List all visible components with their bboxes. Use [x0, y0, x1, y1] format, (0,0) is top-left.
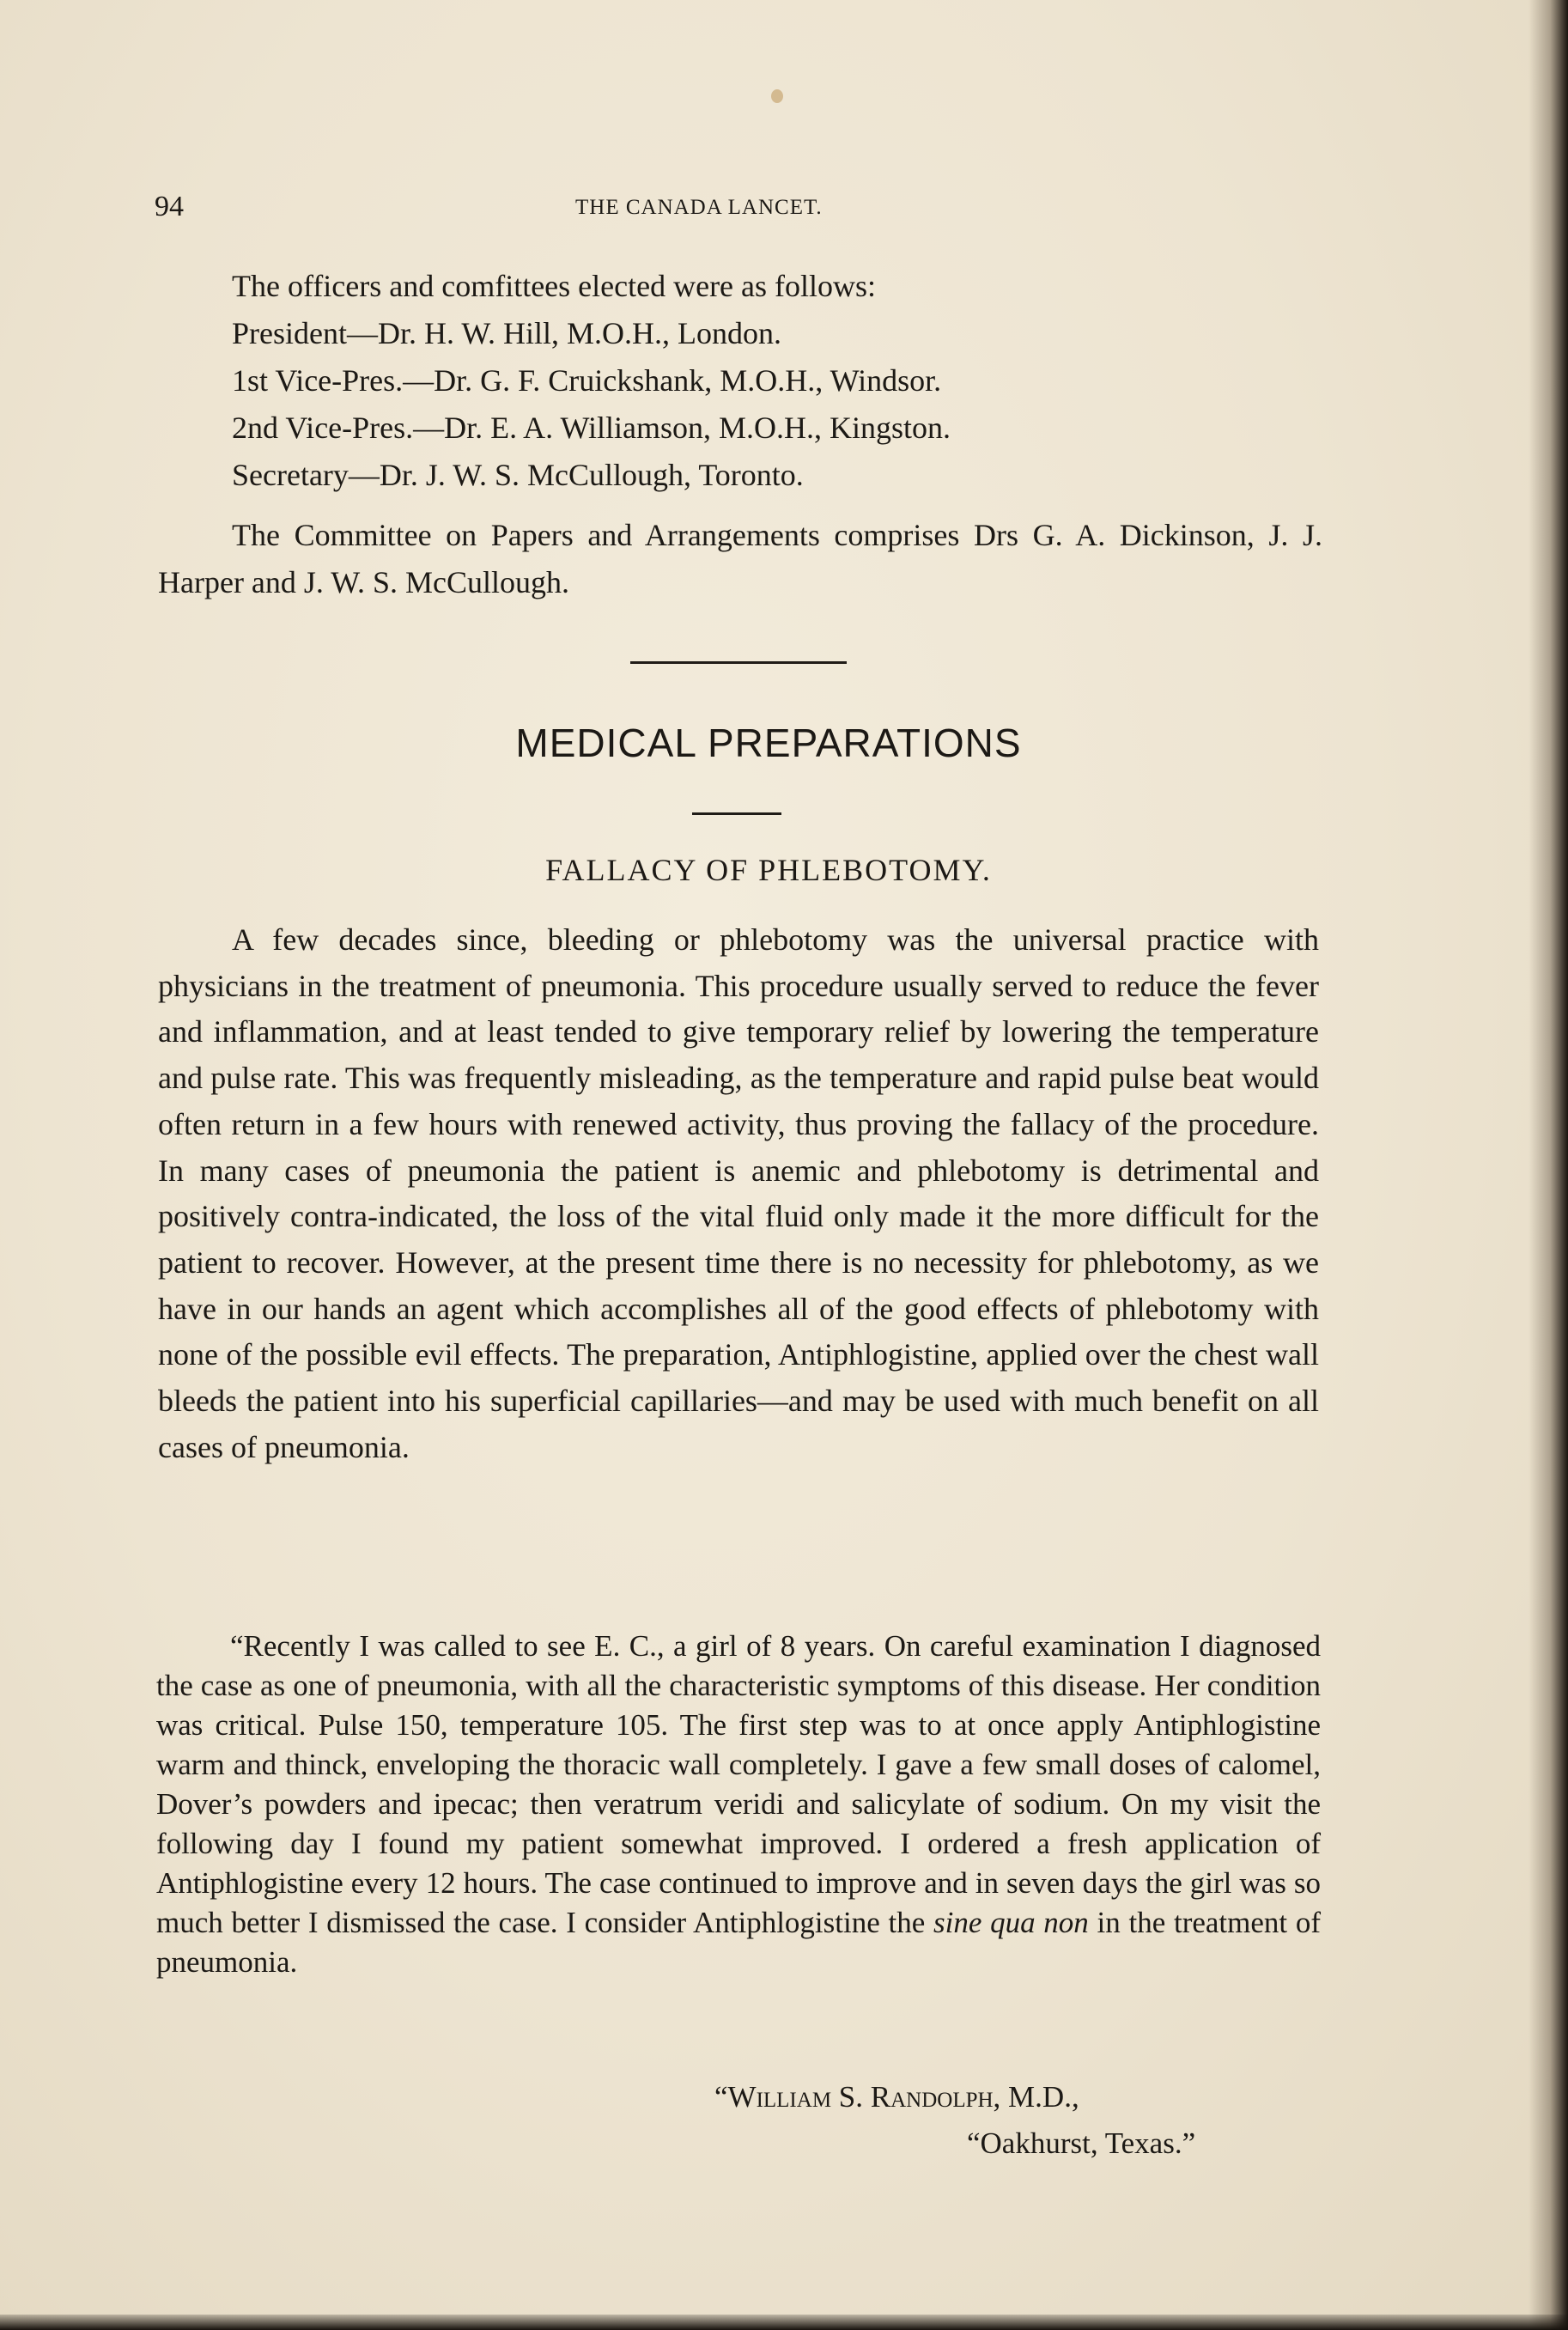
- officers-intro: The officers and comfittees elected were as follows:: [232, 269, 877, 303]
- page-bottom-edge: [0, 2315, 1568, 2330]
- running-header: [155, 191, 910, 225]
- page-number: 94: [155, 191, 184, 222]
- officer-president: President—Dr. H. W. Hill, M.O.H., London.: [232, 316, 782, 350]
- testimonial-signature-name: “William S. Randolph, M.D.,: [714, 2080, 1079, 2114]
- section-heading: MEDICAL PREPARATIONS: [515, 721, 1022, 765]
- section-divider-rule: [630, 661, 847, 664]
- testimonial-signature-place: “Oakhurst, Texas.”: [967, 2126, 1196, 2160]
- paper-stain: [771, 89, 783, 103]
- officer-first-vice-president: 1st Vice-Pres.—Dr. G. F. Cruickshank, M.O.H., Windsor.: [232, 363, 942, 398]
- article-body-paragraph: A few decades since, bleeding or phlebotomy was the universal practice with physicians in the treatment of pneumonia. This procedure usually served to reduce the fever and inflammation, and at least tended to give temporary relief by lowering the temperature and pulse rate. This was frequently misleading, as the temperature and rapid pulse beat would often return in a few hours with renewed activity, thus proving the fallacy of the procedure. In many cases of pneumonia the patient is anemic and phlebotomy is detrimental and positively contra-indicated, the loss of the vital fluid only made it the more difficult for the patient to recover. However, at the present time there is no necessity for phlebotomy, as we have in our hands an agent which accomplishes all of the good effects of phlebotomy with none of the possible evil effects. The preparation, Antiphlogistine, applied over the chest wall bleeds the patient into his superficial capillaries—and may be used with much benefit on all cases of pneumonia.: [158, 922, 1319, 1464]
- officers-list: [232, 263, 1262, 499]
- testimonial-italic-phrase: sine qua non: [933, 1906, 1089, 1939]
- heading-underline-rule: [692, 812, 781, 815]
- officer-secretary: Secretary—Dr. J. W. S. McCullough, Toronto.: [232, 458, 804, 492]
- committee-paragraph: The Committee on Papers and Arrangements comprises Drs G. A. Dickinson, J. J. Harper and J. W. S. McCullough.: [158, 518, 1322, 599]
- officer-second-vice-president: 2nd Vice-Pres.—Dr. E. A. Williamson, M.O.H., Kingston.: [232, 411, 951, 445]
- article-title: FALLACY OF PHLEBOTOMY.: [545, 853, 992, 887]
- testimonial-text: “Recently I was called to see E. C., a girl of 8 years. On careful examination I diagnosed the case as one of pneumonia, with all the characteristic symptoms of this disease. Her condition was critical. Pulse 150, temperature 105. The first step was to at once apply Antiphlogistine warm and thinck, enveloping the thoracic wall completely. I gave a few small doses of calomel, Dover’s powders and ipecac; then veratrum veridi and salicylate of sodium. On my visit the following day I found my patient somewhat improved. I ordered a fresh application of Antiphlogistine every 12 hours. The case continued to improve and in seven days the girl was so much better I dismissed the case. I consider Antiphlogistine the: [156, 1629, 1321, 1939]
- running-title: THE CANADA LANCET.: [575, 196, 823, 219]
- testimonial-text-end: in the treatment of pneumonia.: [156, 1906, 1322, 1979]
- testimonial-quote: [156, 1627, 1321, 1982]
- binding-shadow: [1528, 0, 1568, 2330]
